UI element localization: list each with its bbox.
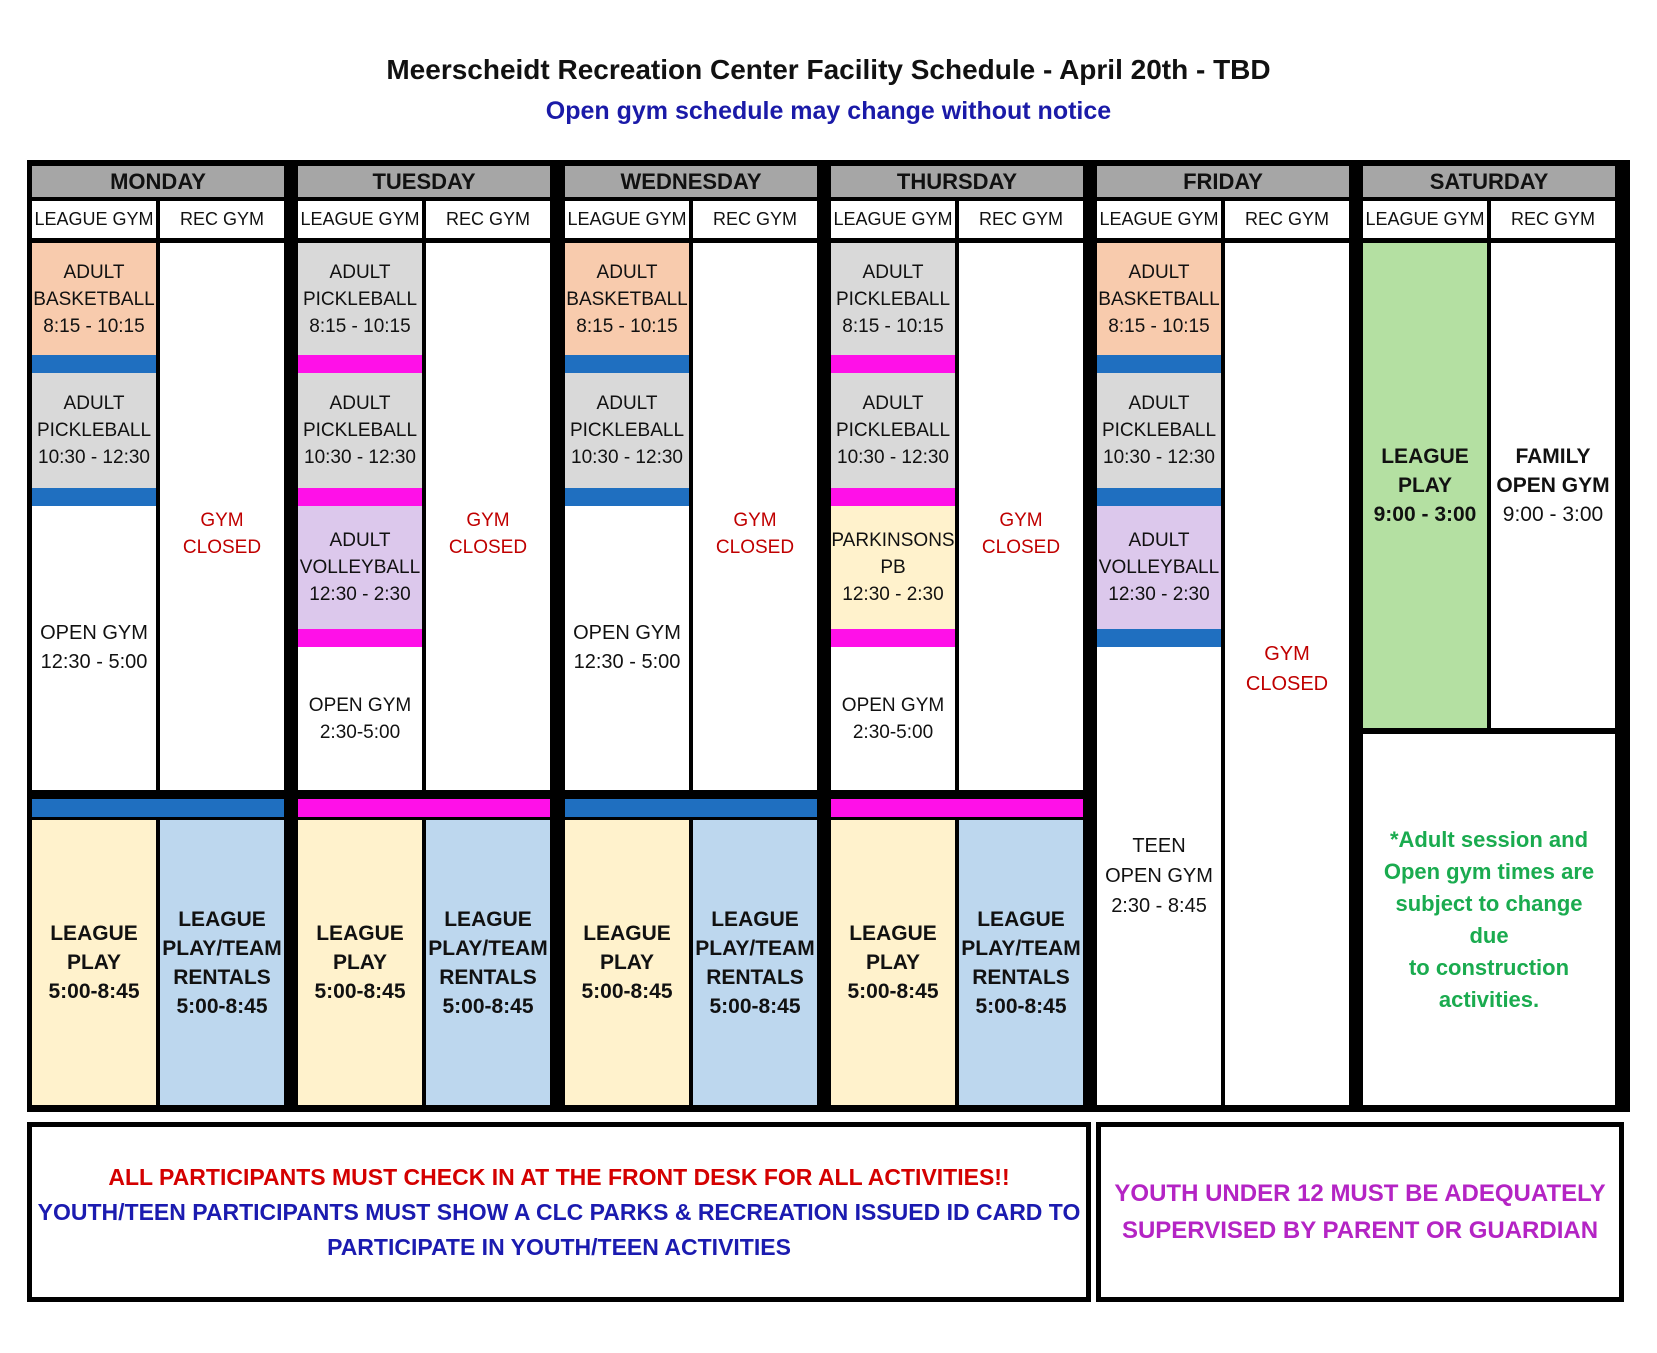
league-slot-3-line: OPEN GYM — [573, 622, 681, 644]
league-slot-3-line: 12:30 - 5:00 — [40, 651, 148, 673]
league-slot-1-line: PICKLEBALL — [302, 288, 418, 310]
league-play-evening-line: 5:00-8:45 — [314, 980, 406, 1003]
footer-id-line-2: PARTICIPATE IN YOUTH/TEEN ACTIVITIES — [327, 1233, 791, 1260]
footer-checkin-notice — [27, 1122, 1091, 1302]
league-slot-2 — [1097, 373, 1221, 488]
league-play-evening-line: LEAGUE — [316, 922, 404, 945]
rec-rentals-evening-line: LEAGUE — [178, 907, 266, 931]
evening-divider — [298, 799, 550, 817]
slot-divider — [1097, 488, 1221, 506]
rec-rentals-evening-line: RENTALS — [439, 965, 537, 989]
league-slot-4-line: 2:30-5:00 — [852, 721, 934, 743]
league-slot-2-line: 10:30 - 12:30 — [1103, 447, 1215, 468]
construction-note-line: to construction — [1408, 954, 1570, 980]
league-slot-1-line: ADULT — [1128, 261, 1190, 283]
rec-rentals-evening-line: 5:00-8:45 — [709, 994, 801, 1018]
league-slot-4-line: 2:30-5:00 — [319, 721, 401, 743]
rec-gym-closed: GYM CLOSED — [426, 243, 550, 790]
league-slot-4-line: TEEN — [1132, 835, 1186, 857]
rec-gym-closed: GYM CLOSED — [959, 243, 1083, 790]
league-play-evening — [565, 820, 689, 1105]
league-slot-4-line: OPEN GYM — [841, 694, 945, 716]
league-slot-1-line: ADULT — [63, 261, 125, 283]
league-slot-3-line: ADULT — [329, 530, 391, 551]
slot-divider — [298, 355, 422, 373]
evening-divider — [565, 799, 817, 817]
league-slot-1-line: 8:15 - 10:15 — [43, 315, 145, 337]
league-slot-1 — [831, 243, 955, 355]
rec-rentals-evening-line: 5:00-8:45 — [975, 994, 1067, 1018]
league-play-evening-line: PLAY — [599, 951, 655, 974]
league-play-evening-line: PLAY — [865, 951, 921, 974]
family-open-gym-line: 9:00 - 3:00 — [1502, 503, 1604, 526]
league-slot-1 — [32, 243, 156, 355]
day-header-label: SATURDAY — [1429, 169, 1549, 194]
league-slot-2-line: ADULT — [1128, 393, 1190, 414]
league-slot-3-line: 12:30 - 2:30 — [309, 584, 411, 605]
league-slot-2-line: 10:30 - 12:30 — [571, 447, 683, 468]
construction-note-line: subject to change due — [1395, 890, 1583, 948]
league-slot-1-line: 8:15 - 10:15 — [576, 315, 678, 337]
league-slot-2-line: ADULT — [63, 393, 125, 414]
rec-rentals-evening — [426, 820, 550, 1105]
league-slot-3 — [831, 506, 955, 629]
footer-youth-line: YOUTH UNDER 12 MUST BE ADEQUATELY — [1114, 1180, 1606, 1207]
league-slot-3-line: 12:30 - 2:30 — [842, 584, 944, 605]
page-subtitle: Open gym schedule may change without notice — [545, 97, 1112, 125]
league-slot-4 — [831, 647, 955, 790]
league-slot-1-line: 8:15 - 10:15 — [842, 315, 944, 337]
league-slot-3-line: PB — [880, 557, 906, 578]
subheader-league-gym: LEAGUE GYM — [32, 201, 156, 238]
schedule-grid — [27, 160, 1630, 1112]
league-slot-2 — [298, 373, 422, 488]
league-slot-1-line: 8:15 - 10:15 — [309, 315, 411, 337]
slot-divider — [32, 355, 156, 373]
slot-divider — [32, 488, 156, 506]
rec-gym-closed-line: CLOSED — [1245, 673, 1329, 695]
league-play-saturday-line: 9:00 - 3:00 — [1373, 503, 1477, 526]
league-slot-4-line: 2:30 - 8:45 — [1111, 895, 1207, 917]
league-slot-3-line: PARKINSONS — [831, 530, 955, 551]
rec-rentals-evening-line: LEAGUE — [711, 907, 799, 931]
subheader-league-gym: LEAGUE GYM — [565, 201, 689, 238]
league-slot-3-line: OPEN GYM — [40, 622, 148, 644]
league-slot-4-line: OPEN GYM — [1105, 865, 1213, 887]
league-slot-3-line: ADULT — [1128, 530, 1190, 551]
league-play-evening-line: LEAGUE — [849, 922, 937, 945]
league-slot-3 — [32, 506, 156, 790]
rec-rentals-evening-line: 5:00-8:45 — [442, 994, 534, 1018]
league-slot-1 — [565, 243, 689, 355]
slot-divider — [831, 355, 955, 373]
league-play-evening-line: LEAGUE — [583, 922, 671, 945]
subheader-league-gym: LEAGUE GYM — [831, 201, 955, 238]
league-play-evening-line: 5:00-8:45 — [847, 980, 939, 1003]
league-slot-1-line: BASKETBALL — [1098, 288, 1220, 310]
league-slot-3-line: VOLLEYBALL — [1098, 557, 1220, 578]
rec-rentals-evening-line: RENTALS — [173, 965, 271, 989]
rec-gym-closed: GYM CLOSED — [160, 243, 284, 790]
day-header-thursday — [831, 166, 1083, 197]
slot-divider — [831, 629, 955, 647]
subheader-rec-gym: REC GYM — [1225, 201, 1349, 238]
subheader-rec-gym: REC GYM — [160, 201, 284, 238]
evening-divider — [831, 799, 1083, 817]
slot-divider — [565, 488, 689, 506]
day-header-label: FRIDAY — [1183, 169, 1263, 194]
evening-divider — [32, 799, 284, 817]
slot-divider — [298, 629, 422, 647]
footer-youth-line-2: SUPERVISED BY PARENT OR GUARDIAN — [1121, 1217, 1599, 1244]
league-slot-3 — [1097, 506, 1221, 629]
league-play-evening — [32, 820, 156, 1105]
construction-note-line: Open gym times are — [1383, 858, 1595, 884]
league-slot-2-line: 10:30 - 12:30 — [38, 447, 150, 468]
slot-divider — [831, 488, 955, 506]
rec-rentals-evening — [693, 820, 817, 1105]
day-header-monday — [32, 166, 284, 197]
league-play-evening-line: PLAY — [332, 951, 388, 974]
rec-rentals-evening-line: PLAY/TEAM — [695, 936, 815, 960]
league-slot-1-line: ADULT — [329, 261, 391, 283]
league-slot-1-line: BASKETBALL — [566, 288, 688, 310]
day-header-label: THURSDAY — [896, 169, 1018, 194]
rec-rentals-evening — [160, 820, 284, 1105]
league-slot-2-line: PICKLEBALL — [835, 420, 951, 441]
rec-rentals-evening-line: PLAY/TEAM — [428, 936, 548, 960]
rec-rentals-evening-line: 5:00-8:45 — [176, 994, 268, 1018]
league-play-evening-line: PLAY — [66, 951, 122, 974]
construction-note-line: activities. — [1438, 986, 1540, 1012]
rec-rentals-evening-line: LEAGUE — [444, 907, 532, 931]
league-slot-2-line: 10:30 - 12:30 — [304, 447, 416, 468]
footer-id-line: YOUTH/TEEN PARTICIPANTS MUST SHOW A CLC PARKS & RECREATION ISSUED ID CARD TO — [37, 1198, 1081, 1225]
league-slot-2 — [565, 373, 689, 488]
rec-gym-closed: GYM CLOSED — [693, 243, 817, 790]
day-header-wednesday — [565, 166, 817, 197]
subheader-rec-gym: REC GYM — [693, 201, 817, 238]
league-slot-1-line: BASKETBALL — [33, 288, 155, 310]
subheader-rec-gym: REC GYM — [426, 201, 550, 238]
league-play-saturday — [1363, 243, 1487, 728]
rec-rentals-evening-line: RENTALS — [706, 965, 804, 989]
league-play-evening-line: 5:00-8:45 — [581, 980, 673, 1003]
league-play-saturday-line: LEAGUE — [1381, 445, 1469, 468]
page-title: Meerscheidt Recreation Center Facility Schedule - April 20th - TBD — [386, 54, 1271, 85]
family-open-gym — [1491, 243, 1615, 728]
league-slot-3 — [298, 506, 422, 629]
league-slot-2-line: 10:30 - 12:30 — [837, 447, 949, 468]
subheader-rec-gym: REC GYM — [1491, 201, 1615, 238]
family-open-gym-line: FAMILY — [1515, 445, 1591, 468]
league-slot-1-line: 8:15 - 10:15 — [1108, 315, 1210, 337]
league-slot-2-line: PICKLEBALL — [36, 420, 152, 441]
league-slot-3-line: 12:30 - 5:00 — [573, 651, 681, 673]
subheader-league-gym: LEAGUE GYM — [1363, 201, 1487, 238]
league-slot-4 — [1097, 647, 1221, 1105]
league-slot-1-line: ADULT — [596, 261, 658, 283]
rec-gym-closed — [1225, 243, 1349, 1105]
league-slot-1 — [298, 243, 422, 355]
league-slot-3 — [565, 506, 689, 790]
subheader-league-gym: LEAGUE GYM — [1097, 201, 1221, 238]
day-header-friday — [1097, 166, 1349, 197]
league-slot-2 — [32, 373, 156, 488]
slot-divider — [565, 355, 689, 373]
day-header-label: WEDNESDAY — [620, 169, 762, 194]
rec-rentals-evening-line: LEAGUE — [977, 907, 1065, 931]
day-header-tuesday — [298, 166, 550, 197]
league-slot-3-line: VOLLEYBALL — [299, 557, 421, 578]
league-slot-2-line: ADULT — [596, 393, 658, 414]
league-play-evening-line: 5:00-8:45 — [48, 980, 140, 1003]
league-slot-1-line: ADULT — [862, 261, 924, 283]
footer-youth-notice — [1096, 1122, 1624, 1302]
league-slot-4-line: OPEN GYM — [308, 694, 412, 716]
slot-divider — [1097, 629, 1221, 647]
rec-rentals-evening-line: RENTALS — [972, 965, 1070, 989]
subheader-rec-gym: REC GYM — [959, 201, 1083, 238]
league-slot-1-line: PICKLEBALL — [835, 288, 951, 310]
league-play-evening-line: LEAGUE — [50, 922, 138, 945]
footer-checkin-line: ALL PARTICIPANTS MUST CHECK IN AT THE FRONT DESK FOR ALL ACTIVITIES!! — [108, 1163, 1010, 1190]
subheader-league-gym: LEAGUE GYM — [298, 201, 422, 238]
league-slot-2-line: PICKLEBALL — [1101, 420, 1217, 441]
league-slot-2-line: PICKLEBALL — [302, 420, 418, 441]
construction-note-line: *Adult session and — [1389, 826, 1589, 852]
league-slot-3-line: 12:30 - 2:30 — [1108, 584, 1210, 605]
rec-rentals-evening-line: PLAY/TEAM — [961, 936, 1081, 960]
construction-note — [1363, 734, 1615, 1105]
league-play-saturday-line: PLAY — [1397, 474, 1453, 497]
league-slot-2-line: ADULT — [862, 393, 924, 414]
league-slot-2 — [831, 373, 955, 488]
league-play-evening — [831, 820, 955, 1105]
league-slot-2-line: PICKLEBALL — [569, 420, 685, 441]
league-play-evening — [298, 820, 422, 1105]
league-slot-2-line: ADULT — [329, 393, 391, 414]
league-slot-4 — [298, 647, 422, 790]
family-open-gym-line: OPEN GYM — [1496, 474, 1610, 497]
slot-divider — [298, 488, 422, 506]
rec-rentals-evening-line: PLAY/TEAM — [162, 936, 282, 960]
day-header-label: MONDAY — [110, 169, 206, 194]
day-header-saturday — [1363, 166, 1615, 197]
rec-rentals-evening — [959, 820, 1083, 1105]
league-slot-1 — [1097, 243, 1221, 355]
day-header-label: TUESDAY — [372, 169, 476, 194]
rec-gym-closed-line: GYM — [1264, 643, 1310, 665]
slot-divider — [1097, 355, 1221, 373]
